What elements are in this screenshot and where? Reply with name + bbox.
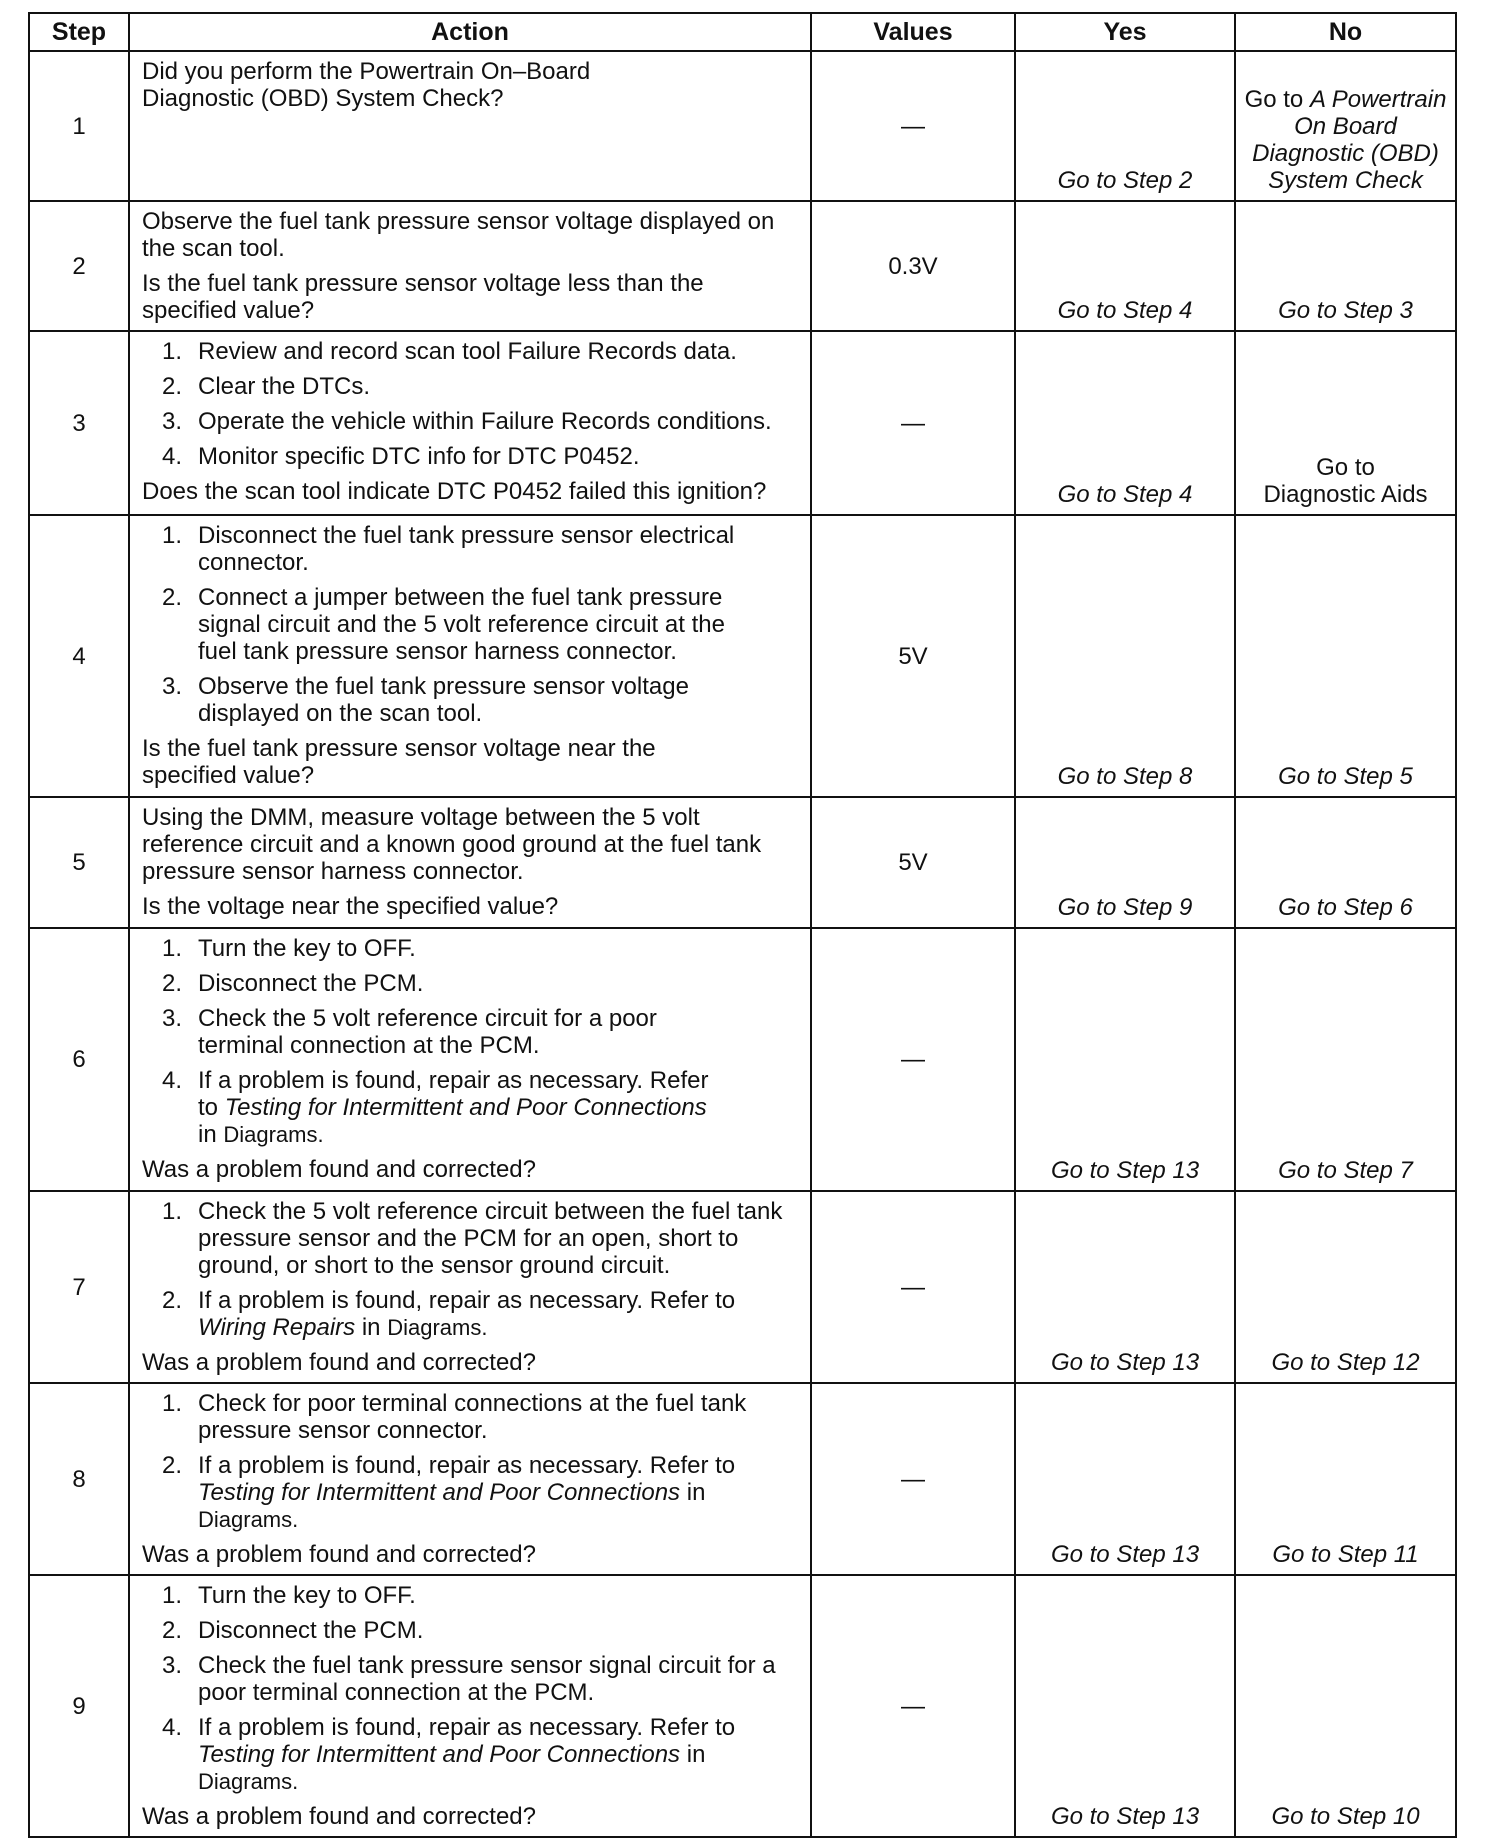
action-cell — [129, 201, 811, 331]
action-cell — [129, 1575, 811, 1837]
action-step-item: 2. Disconnect the PCM. — [162, 970, 424, 997]
action-cell — [129, 331, 811, 515]
header-no: No — [1235, 13, 1456, 51]
table-row — [29, 1383, 1456, 1575]
yes-link[interactable]: Go to Step 4 — [1015, 331, 1235, 515]
no-link[interactable]: Go to Step 5 — [1235, 515, 1456, 797]
value-cell: — — [811, 928, 1015, 1191]
action-step-item: 2. Clear the DTCs. — [162, 373, 371, 400]
value-cell: 5V — [811, 515, 1015, 797]
action-cell — [129, 1383, 811, 1575]
action-question: Was a problem found and corrected? — [142, 1803, 536, 1830]
action-question: Is the fuel tank pressure sensor voltage less than the specified value? — [142, 270, 704, 324]
action-step-item: 1. Disconnect the fuel tank pressure sensor electrical connector. — [162, 522, 735, 576]
action-step-item: 2. If a problem is found, repair as necessary. Refer to Testing for Intermittent and Poor Connections in Diagrams. — [162, 1452, 736, 1532]
table-row — [29, 797, 1456, 928]
no-link[interactable]: Go to Step 10 — [1235, 1575, 1456, 1837]
no-link[interactable] — [1235, 331, 1456, 515]
yes-link[interactable]: Go to Step 2 — [1015, 51, 1235, 201]
action-step-item: 1. Check the 5 volt reference circuit between the fuel tank pressure sensor and the PCM for an open, short to ground, or short to the sensor ground circuit. — [162, 1198, 783, 1279]
yes-link[interactable]: Go to Step 13 — [1015, 1191, 1235, 1383]
step-number: 4 — [29, 515, 129, 797]
no-link-prefix: Go to — [1244, 86, 1304, 113]
header-yes: Yes — [1015, 13, 1235, 51]
action-step-item: 4. Monitor specific DTC info for DTC P0452. — [162, 443, 640, 470]
action-step-item: 4. If a problem is found, repair as necessary. Refer to Testing for Intermittent and Poor Connections in Diagrams. — [162, 1067, 709, 1148]
table-row — [29, 515, 1456, 797]
reference-link[interactable]: Testing for Intermittent and Poor Connections — [224, 1094, 707, 1121]
yes-link[interactable]: Go to Step 8 — [1015, 515, 1235, 797]
action-question: Is the voltage near the specified value? — [142, 893, 559, 920]
action-step-item: 1. Check for poor terminal connections at the fuel tank pressure sensor connector. — [162, 1390, 747, 1444]
table-row — [29, 1575, 1456, 1837]
step-number: 5 — [29, 797, 129, 928]
no-link[interactable]: Go to Step 7 — [1235, 928, 1456, 1191]
step-number: 2 — [29, 201, 129, 331]
action-cell — [129, 1191, 811, 1383]
table-row — [29, 201, 1456, 331]
action-cell — [129, 797, 811, 928]
action-cell — [129, 515, 811, 797]
action-step-item: 3. Check the 5 volt reference circuit for a poor terminal connection at the PCM. — [162, 1005, 657, 1059]
header-step: Step — [29, 13, 129, 51]
table-row — [29, 928, 1456, 1191]
action-cell — [129, 928, 811, 1191]
action-steps — [142, 1198, 800, 1341]
no-link[interactable]: Go to Step 12 — [1235, 1191, 1456, 1383]
yes-link[interactable]: Go to Step 13 — [1015, 1575, 1235, 1837]
value-cell: — — [811, 1383, 1015, 1575]
action-step-item: 1. Review and record scan tool Failure Records data. — [162, 338, 737, 365]
action-question: Was a problem found and corrected? — [142, 1349, 536, 1376]
action-cell — [129, 51, 811, 201]
value-cell: 5V — [811, 797, 1015, 928]
action-steps — [142, 1582, 800, 1795]
table-row — [29, 51, 1456, 201]
reference-link[interactable]: Wiring Repairs — [198, 1314, 356, 1341]
step-number: 8 — [29, 1383, 129, 1575]
no-link[interactable] — [1235, 51, 1456, 201]
value-cell: — — [811, 51, 1015, 201]
step-number: 3 — [29, 331, 129, 515]
action-step-item: 3. Check the fuel tank pressure sensor signal circuit for a poor terminal connection at the PCM. — [162, 1652, 776, 1706]
no-link-reference: A Powertrain On Board Diagnostic (OBD) System Check — [1252, 86, 1447, 194]
action-step-item: 3. Operate the vehicle within Failure Records conditions. — [162, 408, 772, 435]
no-link[interactable]: Go to Step 3 — [1235, 201, 1456, 331]
value-cell: — — [811, 1575, 1015, 1837]
action-steps — [142, 1390, 800, 1533]
value-cell: — — [811, 331, 1015, 515]
action-step-item: 1. Turn the key to OFF. — [162, 1582, 416, 1609]
reference-link[interactable]: Testing for Intermittent and Poor Connections — [198, 1479, 681, 1506]
no-link[interactable]: Go to Step 6 — [1235, 797, 1456, 928]
no-link-line: Go to — [1316, 454, 1375, 481]
action-step-item: 2. If a problem is found, repair as necessary. Refer to Wiring Repairs in Diagrams. — [162, 1287, 736, 1341]
yes-link[interactable]: Go to Step 13 — [1015, 1383, 1235, 1575]
action-steps — [142, 522, 800, 727]
action-steps — [142, 338, 800, 470]
action-step-item: 4. If a problem is found, repair as necessary. Refer to Testing for Intermittent and Poor Connections in Diagrams. — [162, 1714, 736, 1794]
action-question: Is the fuel tank pressure sensor voltage near the specified value? — [142, 735, 656, 789]
value-cell: 0.3V — [811, 201, 1015, 331]
step-number: 9 — [29, 1575, 129, 1837]
step-number: 1 — [29, 51, 129, 201]
action-steps — [142, 935, 800, 1148]
step-number: 7 — [29, 1191, 129, 1383]
yes-link[interactable]: Go to Step 4 — [1015, 201, 1235, 331]
step-number: 6 — [29, 928, 129, 1191]
action-question: Does the scan tool indicate DTC P0452 failed this ignition? — [142, 478, 767, 505]
table-row — [29, 1191, 1456, 1383]
no-link[interactable]: Go to Step 11 — [1235, 1383, 1456, 1575]
yes-link[interactable]: Go to Step 13 — [1015, 928, 1235, 1191]
action-text: Did you perform the Powertrain On–Board Diagnostic (OBD) System Check? — [142, 58, 591, 112]
action-text: Observe the fuel tank pressure sensor voltage displayed on the scan tool. — [142, 208, 775, 262]
action-step-item: 1. Turn the key to OFF. — [162, 935, 416, 962]
header-action: Action — [129, 13, 811, 51]
action-question: Was a problem found and corrected? — [142, 1541, 536, 1568]
action-text: Using the DMM, measure voltage between the 5 volt reference circuit and a known good ground at the fuel tank pressure sensor harness connector. — [142, 804, 762, 885]
yes-link[interactable]: Go to Step 9 — [1015, 797, 1235, 928]
reference-link[interactable]: Testing for Intermittent and Poor Connections — [198, 1741, 681, 1768]
action-step-item: 3. Observe the fuel tank pressure sensor voltage displayed on the scan tool. — [162, 673, 689, 727]
header-values: Values — [811, 13, 1015, 51]
header-row — [29, 13, 1456, 51]
no-link-line: Diagnostic Aids — [1263, 481, 1428, 508]
diagnostic-table — [28, 12, 1457, 1838]
action-question: Was a problem found and corrected? — [142, 1156, 536, 1183]
action-step-item: 2. Disconnect the PCM. — [162, 1617, 424, 1644]
value-cell: — — [811, 1191, 1015, 1383]
action-step-item: 2. Connect a jumper between the fuel tank pressure signal circuit and the 5 volt reference circuit at the fuel tank pressure sensor harness connector. — [162, 584, 725, 665]
table-row — [29, 331, 1456, 515]
